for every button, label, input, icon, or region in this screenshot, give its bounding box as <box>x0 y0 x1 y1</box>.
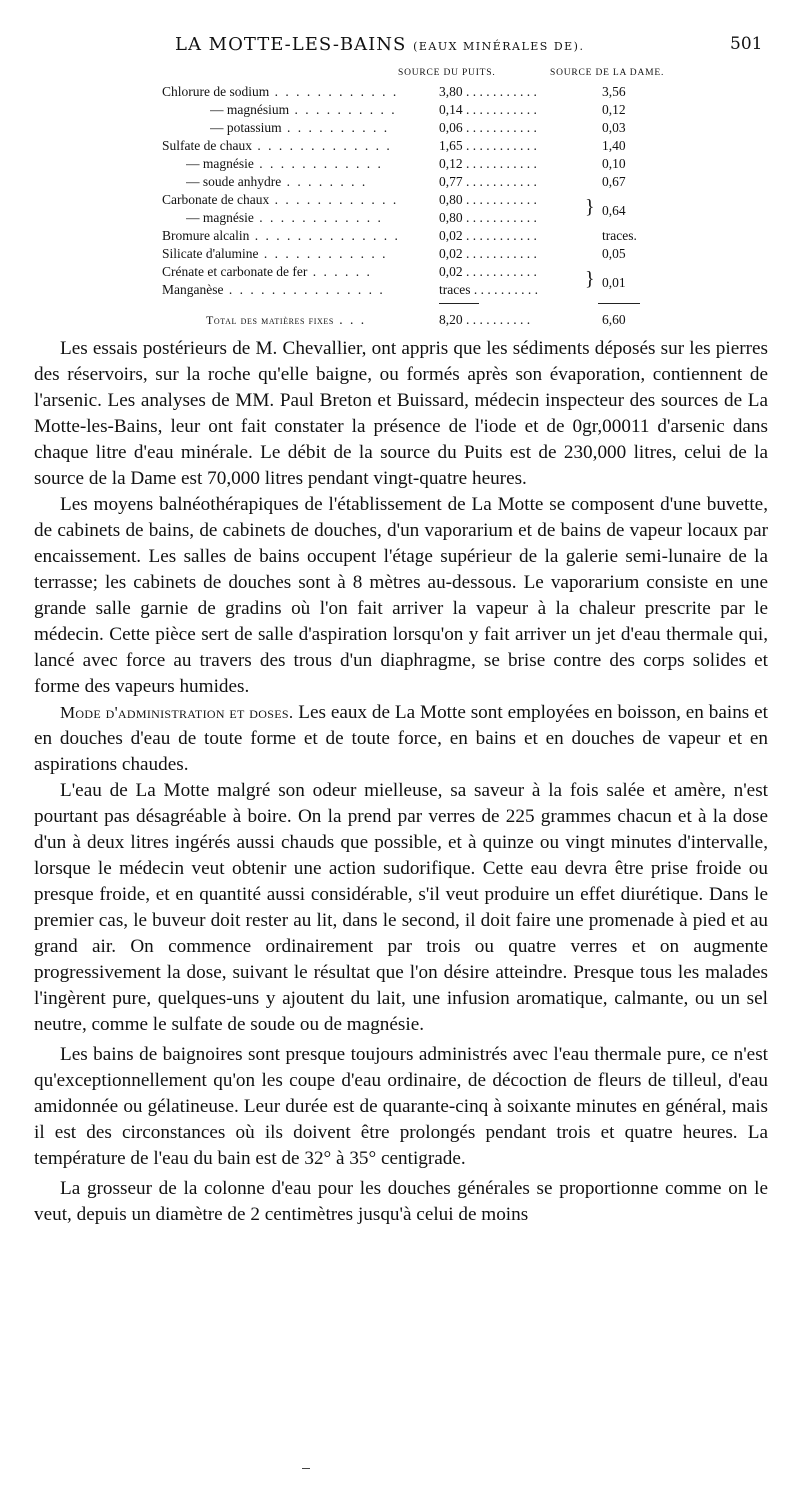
table-row: — magnésium . . . . . . . . . . 0,14 . . . . . . . . . . . 0,12 <box>210 102 626 117</box>
table-row: Manganèse . . . . . . . . . . . . . . . traces . . . . . . . . . . <box>162 282 538 297</box>
row-value-puits: 1,65 <box>439 138 463 153</box>
row-value-puits: 0,77 <box>439 174 463 189</box>
row-value-puits: 0,80 <box>439 192 463 207</box>
row-label: — magnésie <box>186 210 254 225</box>
column-header-dame: SOURCE DE LA DAME. <box>550 68 665 78</box>
row-label: — magnésium <box>210 102 290 117</box>
row-label: — magnésie <box>186 156 254 171</box>
paragraph: Les essais postérieurs de M. Chevallier, ont appris que les sédiments déposés sur les pierres des réservoirs, sur la roche qu'elle baigne, ou formés après son évaporation, contiennent de l'arsenic. Les analyses de MM. Paul Breton et Buissard, médecin inspecteur des sources de La Motte-les-Bains, leur ont fait constater la présence de l'iode et de 0gr,00011 d'arsenic dans chaque litre d'eau minérale. Le débit de la source du Puits est de 230,000 litres, celui de la source de la Dame est 70,000 litres pendant vingt-quatre heures. <box>34 338 768 489</box>
paragraph: Mode d'administration et doses. Les eaux de La Motte sont employées en boisson, en bains et en douches d'eau de toute forme et de toute force, en bains et en douches de vapeur et en aspirations chaudes. <box>34 702 768 775</box>
table-row: — potassium . . . . . . . . . . 0,06 . . . . . . . . . . . 0,03 <box>210 120 626 135</box>
row-label: Manganèse <box>162 282 224 297</box>
table-row: Carbonate de chaux . . . . . . . . . . . . 0,80 . . . . . . . . . . . <box>162 192 537 207</box>
table-row: — magnésie . . . . . . . . . . . . 0,80 . . . . . . . . . . . <box>186 210 537 225</box>
total-value-puits: 8,20 <box>439 312 463 327</box>
row-value-dame: 0,67 <box>602 174 626 189</box>
row-label: Silicate d'alumine <box>162 246 259 261</box>
row-value-puits: traces <box>439 282 471 297</box>
paragraph: Les bains de baignoires sont presque toujours administrés avec l'eau thermale pure, ce n'est qu'exceptionnellement qu'on les coupe d'eau ordinaire, de décoction de fleurs de tilleul, d'eau amidonnée ou gélatineuse. Leur durée est de quarante-cinq à soixante minutes en général, mais il est des circonstances où ils doivent être prolongés pendant trois et quatre heures. La température de l'eau du bain est de 32° à 35° centigrade. <box>34 1044 768 1169</box>
row-label: Chlorure de sodium <box>162 84 270 99</box>
sum-rule-dame <box>598 303 640 304</box>
row-value-dame-fer-manganese: 0,01 <box>602 275 626 290</box>
running-head <box>0 34 800 58</box>
row-value-puits: 0,02 <box>439 264 463 279</box>
brace-carbonates: } <box>585 196 595 218</box>
total-value-dame: 6,60 <box>602 312 626 327</box>
running-head-title: LA MOTTE-LES-BAINS (EAUX MINÉRALES DE). <box>175 34 585 55</box>
table-row: — soude anhydre . . . . . . . . 0,77 . . . . . . . . . . . 0,67 <box>186 174 626 189</box>
row-label: Sulfate de chaux <box>162 138 252 153</box>
row-value-dame: 0,12 <box>602 102 626 117</box>
table-row: Bromure alcalin . . . . . . . . . . . . . . 0,02 . . . . . . . . . . . traces. <box>162 228 637 243</box>
table-row: — magnésie . . . . . . . . . . . . 0,12 . . . . . . . . . . . 0,10 <box>186 156 626 171</box>
row-value-dame: 3,56 <box>602 84 626 99</box>
page-number: 501 <box>730 34 763 54</box>
table-row: Crénate et carbonate de fer . . . . . . 0,02 . . . . . . . . . . . <box>162 264 537 279</box>
row-value-puits: 0,02 <box>439 246 463 261</box>
row-label: Crénate et carbonate de fer <box>162 264 308 279</box>
row-label: — potassium <box>210 120 282 135</box>
row-label: Carbonate de chaux <box>162 192 270 207</box>
table-total-row: Total des matières fixes . . . 8,20 . . . . . . . . . . 6,60 <box>206 312 626 327</box>
row-value-dame: traces. <box>602 228 637 243</box>
row-value-puits: 0,12 <box>439 156 463 171</box>
row-value-dame-carbonates: 0,64 <box>602 203 626 218</box>
brace-fer-manganese: } <box>585 268 595 290</box>
row-value-dame: 1,40 <box>602 138 626 153</box>
row-value-dame: 0,03 <box>602 120 626 135</box>
footer-mark <box>302 1468 310 1469</box>
row-value-puits: 0,14 <box>439 102 463 117</box>
table-row: Sulfate de chaux . . . . . . . . . . . . . 1,65 . . . . . . . . . . . 1,40 <box>162 138 626 153</box>
row-value-puits: 3,80 <box>439 84 463 99</box>
paragraph: L'eau de La Motte malgré son odeur mielleuse, sa saveur à la fois salée et amère, n'est pourtant pas désagréable à boire. On la prend par verres de 225 grammes chacun et à la dose d'un à deux litres ingérés aussi chauds que possible, et à quinze ou vingt minutes d'intervalle, lorsque le médecin veut obtenir une action sudorifique. Cette eau devra être prise froide ou presque froide, et en quantité aussi considérable, s'il veut produire un effet diurétique. Dans le premier cas, le buveur doit rester au lit, dans le second, il doit faire une promenade à pied et au grand air. On commence ordinairement par trois ou quatre verres et on augmente progressivement la dose, suivant le résultat que l'on désire atteindre. Presque tous les malades l'ingèrent pure, quelques-uns y ajoutent du lait, une infusion aromatique, calmante, ou un sel neutre, comme le sulfate de soude ou de magnésie. <box>34 780 768 1035</box>
column-header-puits: SOURCE DU PUITS. <box>398 68 496 78</box>
total-label: Total des matières fixes <box>206 313 334 327</box>
row-value-puits: 0,02 <box>439 228 463 243</box>
row-value-puits: 0,80 <box>439 210 463 225</box>
table-row: Chlorure de sodium . . . . . . . . . . . . 3,80 . . . . . . . . . . . 3,56 <box>162 84 626 99</box>
running-head-subtitle: (EAUX MINÉRALES DE). <box>413 40 585 53</box>
section-heading: Mode d'administration et doses. <box>60 703 294 722</box>
row-value-puits: 0,06 <box>439 120 463 135</box>
sum-rule-puits <box>439 303 479 304</box>
paragraph: Les moyens balnéothérapiques de l'établissement de La Motte se composent d'une buvette, de cabinets de bains, de cabinets de douches, d'un vaporarium et de bains de vapeur locaux par encaissement. Les salles de bains occupent l'étage supérieur de la galerie semi-lunaire de la terrasse; les cabinets de douches sont à 8 mètres au-dessous. Le vaporarium consiste en une grande salle garnie de gradins où l'on fait arriver la vapeur à la chaleur prescrite par le médecin. Cette pièce sert de salle d'aspiration lorsqu'on y fait arriver un jet d'eau thermale qui, lancé avec force au travers des trous d'un diaphragme, se brise contre des corps solides et forme des vapeurs humides. <box>34 494 768 697</box>
table-row: Silicate d'alumine . . . . . . . . . . . . 0,02 . . . . . . . . . . . 0,05 <box>162 246 626 261</box>
row-label: Bromure alcalin <box>162 228 250 243</box>
body-text <box>34 336 768 1228</box>
row-value-dame: 0,10 <box>602 156 626 171</box>
row-label: — soude anhydre <box>186 174 282 189</box>
paragraph: La grosseur de la colonne d'eau pour les douches générales se proportionne comme on le veut, depuis un diamètre de 2 centimètres jusqu'à celui de moins <box>34 1178 768 1225</box>
row-value-dame: 0,05 <box>602 246 626 261</box>
